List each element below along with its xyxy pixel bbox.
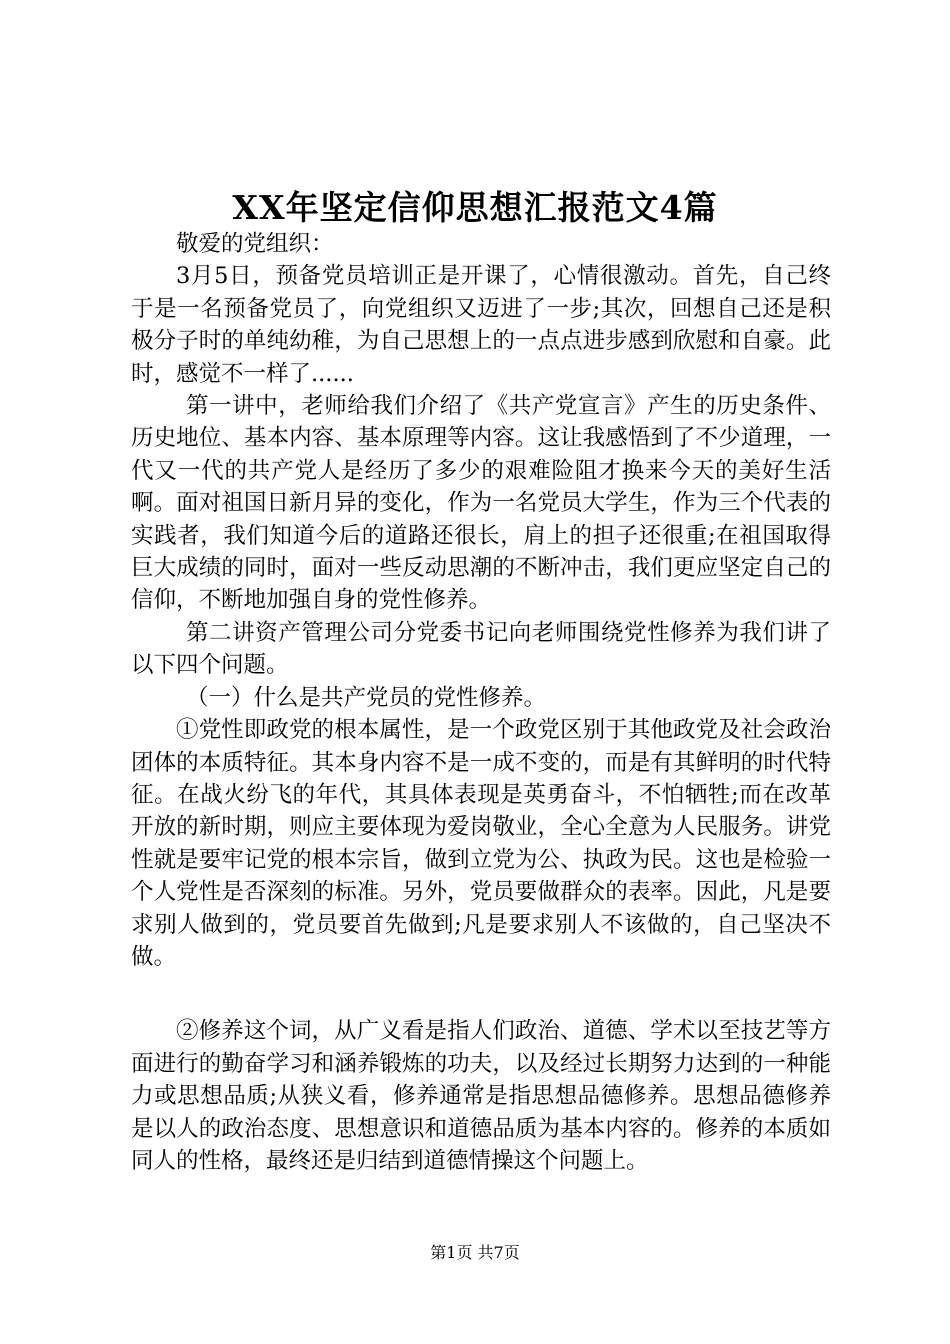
paragraph-4: （一）什么是共产党员的党性修养。: [186, 684, 547, 711]
paragraph-2: 第一讲中，老师给我们介绍了《共产党宣言》产生的历史条件、历史地位、基本内容、基本原理等内容。这让我感悟到了不少道理，一代又一代的共产党人是经历了多少的艰难险阻才换来今天的美好生活啊。面对祖国日新月异的变化，作为一名党员大学生，作为三个代表的实践者，我们知道今后的道路还很长，肩上的担子还很重;在祖国取得巨大成绩的同时，面对一些反动思潮的不断冲击，我们更应坚定自己的信仰，不断地加强自身的党性修养。: [131, 393, 831, 614]
page-footer: 第1页 共7页: [430, 1243, 520, 1262]
salutation: 敬爱的党组织：: [176, 231, 334, 257]
paragraph-gap: [131, 973, 831, 1015]
document-body: [131, 228, 831, 1177]
paragraph-6: ②修养这个词，从广义看是指人们政治、道德、学术以至技艺等方面进行的勤奋学习和涵养锻炼的功夫，以及经过长期努力达到的一种能力或思想品质;从狭义看，修养通常是指思想品德修养。思想品德修养是以人的政治态度、思想意识和道德品质为基本内容的。修养的本质如同人的性格，最终还是归结到道德情操这个问题上。: [131, 1018, 831, 1174]
document-title: XX年坚定信仰思想汇报范文4篇: [232, 188, 718, 227]
paragraph-3: 第二讲资产管理公司分党委书记向老师围绕党性修养为我们讲了以下四个问题。: [131, 619, 831, 679]
paragraph-1: 3月5日，预备党员培训正是开课了，心情很激动。首先，自己终于是一名预备党员了，向党组织又迈进了一步;其次，回想自己还是积极分子时的单纯幼稚，为自己思想上的一点点进步感到欣慰和自豪。此时，感觉不一样了......: [131, 263, 831, 387]
paragraph-5: ①党性即政党的根本属性，是一个政党区别于其他政党及社会政治团体的本质特征。其本身内容不是一成不变的，而是有其鲜明的时代特征。在战火纷飞的年代，其具体表现是英勇奋斗，不怕牺牲;而在改革开放的新时期，则应主要体现为爱岗敬业，全心全意为人民服务。讲党性就是要牢记党的根本宗旨，做到立党为公、执政为民。这也是检验一个人党性是否深刻的标准。另外，党员要做群众的表率。因此，凡是要求别人做到的，党员要首先做到;凡是要求别人不该做的，自己坚决不做。: [131, 717, 831, 970]
